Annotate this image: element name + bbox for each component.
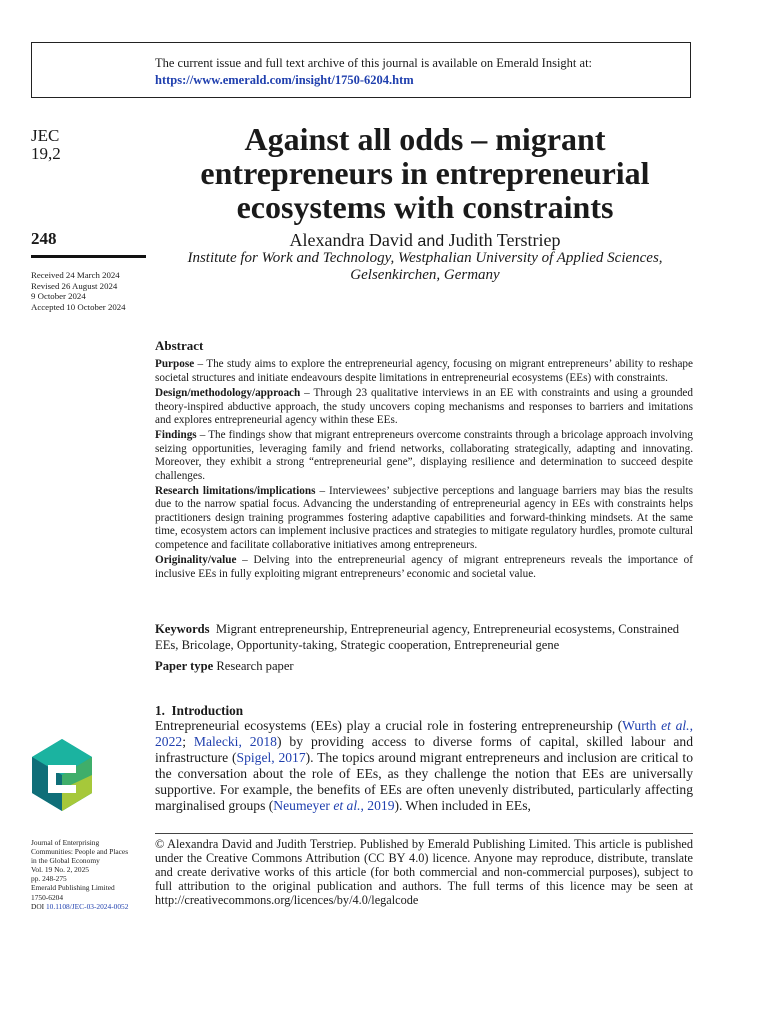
- section-heading-introduction: 1. Introduction: [155, 703, 244, 718]
- design-label: Design/methodology/approach: [155, 387, 301, 400]
- journal-abbr: JEC: [31, 126, 60, 145]
- findings-text: – The findings show that migrant entrepreneurs overcome constraints through a bricolage approach involving seizing opportunities, leveraging family and friend networks, collaborating strategically, adapting and innovating. Moreover, they exhibit a strong “entrepreneurial gene”, displaying resilience and determination to succeed despite challenges.: [155, 429, 693, 482]
- journal-info-line: in the Global Economy: [31, 856, 100, 866]
- author-name: Judith Terstriep: [448, 230, 561, 250]
- doi-line: [31, 902, 141, 911]
- abstract-design: [155, 387, 693, 427]
- limitations-label: Research limitations/implications: [155, 485, 316, 498]
- originality-label: Originality/value: [155, 554, 237, 567]
- paper-type: [155, 659, 294, 674]
- abstract-findings: [155, 429, 693, 483]
- journal-info-line: Vol. 19 No. 2, 2025: [31, 865, 89, 875]
- footnote-rule: [155, 833, 693, 834]
- journal-info-line: Communities: People and Places: [31, 847, 129, 857]
- author-list: [155, 230, 695, 252]
- author-separator: and: [417, 233, 445, 250]
- keywords: [155, 622, 693, 653]
- design-text: – Through 23 qualitative interviews in an EE with constraints and using a grounded theory-inspired abductive approach, the study uncovers coping mechanisms and responses to barriers and imitations and explores entrepreneurial agency within these EEs.: [155, 387, 693, 427]
- availability-text: The current issue and full text archive of this journal is available on Emerald Insight at:: [155, 56, 593, 70]
- findings-label: Findings: [155, 429, 197, 442]
- keywords-label: Keywords: [155, 622, 210, 636]
- abstract-heading: Abstract: [155, 338, 204, 353]
- doi-link[interactable]: 10.1108/JEC-03-2024-0052: [45, 901, 129, 911]
- margin-rule: [31, 255, 146, 258]
- affiliation-line: Gelsenkirchen, Germany: [350, 267, 500, 283]
- volume-issue: 19,2: [31, 144, 61, 163]
- journal-info-line: pp. 248-275: [31, 874, 67, 884]
- accepted-date: Accepted 10 October 2024: [31, 301, 126, 312]
- revised-date: Revised 26 August 2024: [31, 280, 118, 291]
- journal-info-line: Journal of Enterprising: [31, 838, 100, 847]
- purpose-text: – The study aims to explore the entrepreneurial agency, focusing on migrant entrepreneurs’ ability to reshape societal structures and initiate endeavours despite limitations in entrepreneurial ecosystems (EEs) with constraints.: [155, 358, 693, 384]
- doi-label: DOI: [31, 901, 46, 911]
- citation-link-neumeyer[interactable]: [273, 798, 394, 813]
- intro-text: ). When included in EEs,: [394, 797, 531, 813]
- paper-type-label: Paper type: [155, 659, 214, 673]
- journal-info-line: 1750-6204: [31, 892, 64, 902]
- abstract-limitations: [155, 485, 693, 552]
- citation-link-malecki[interactable]: Malecki, 2018: [193, 733, 277, 749]
- article-title: Against all odds – migrant entrepreneurs in entrepreneurial ecosystems with constraints: [200, 121, 650, 225]
- revised-date-2: 9 October 2024: [31, 291, 86, 302]
- journal-url-link[interactable]: https://www.emerald.com/insight/1750-6204.htm: [155, 73, 414, 87]
- journal-logo-icon: [30, 739, 94, 811]
- introduction-paragraph: [155, 718, 693, 813]
- license-footnote: © Alexandra David and Judith Terstriep. Published by Emerald Publishing Limited. This article is published under the Creative Commons Attribution (CC BY 4.0) licence. Anyone may reproduce, distribute, translate and create derivative works of this article (for both commercial and non-commercial purposes), subject to full attribution to the original publication and authors. The full terms of this licence may be seen at http://creativecommons.org/licences/by/4.0/legalcode: [155, 837, 693, 907]
- intro-text: ) by providing access to diverse forms of capital, skilled labour and infrastructure (: [155, 733, 693, 765]
- intro-text: ). The topics around migrant entrepreneurs and inclusion are critical to the conversation about the role of EEs, as they challenge the notion that EEs are universally supportive. For example, the benefits of EEs are often unevenly distributed, particularly affecting marginalised groups (: [155, 749, 694, 813]
- intro-text: Entrepreneurial ecosystems (EEs) play a crucial role in fostering entrepreneurship (: [155, 718, 623, 733]
- paper-type-text: Research paper: [216, 659, 294, 673]
- citation-author: Neumeyer: [273, 797, 334, 813]
- abstract: [155, 339, 693, 583]
- citation-author: Wurth: [622, 718, 662, 733]
- originality-text: – Delving into the entrepreneurial agency of migrant entrepreneurs reveals the importance of inclusive EEs in fully exploiting migrant entrepreneurs’ economic and societal value.: [155, 554, 693, 580]
- history-dates: [31, 270, 126, 312]
- keywords-text: Migrant entrepreneurship, Entrepreneurial agency, Entrepreneurial ecosystems, Constrained EEs, Bricolage, Opportunity-taking, Strategic cooperation, Entrepreneurial gene: [155, 622, 680, 652]
- abstract-purpose: [155, 358, 693, 385]
- affiliation-line: Institute for Work and Technology, Westphalian University of Applied Sciences,: [187, 250, 663, 266]
- author-name: Alexandra David: [289, 230, 413, 250]
- journal-abbreviation: [31, 127, 61, 163]
- limitations-text: – Interviewees’ subjective perceptions and language barriers may bias the results due to the narrow spatial focus. Advancing the understanding of entrepreneurial agency in EEs with constraints helps practitioners design training programmes fostering adaptive capabilities and forward-thinking mindsets. At the same time, ecosystem actors can implement inclusive practices and strategies to mitigate regulatory hurdles, promote cultural competence and facilitate collaborative initiatives among entrepreneurs.: [155, 485, 693, 551]
- abstract-originality: [155, 554, 693, 581]
- citation-etal: et al.: [661, 718, 690, 733]
- received-date: Received 24 March 2024: [31, 270, 120, 280]
- purpose-label: Purpose: [155, 358, 195, 371]
- journal-info-line: Emerald Publishing Limited: [31, 883, 115, 893]
- affiliation: [155, 250, 695, 284]
- intro-text: ;: [182, 733, 194, 749]
- citation-link-spigel[interactable]: Spigel, 2017: [236, 749, 306, 765]
- citation-etal: et al.: [333, 797, 361, 813]
- citation-year: , 2019: [360, 797, 395, 813]
- page-number: 248: [31, 229, 57, 248]
- journal-availability-box: [31, 42, 691, 98]
- journal-citation-info: [31, 838, 141, 911]
- citation-year: , 2022: [155, 718, 693, 749]
